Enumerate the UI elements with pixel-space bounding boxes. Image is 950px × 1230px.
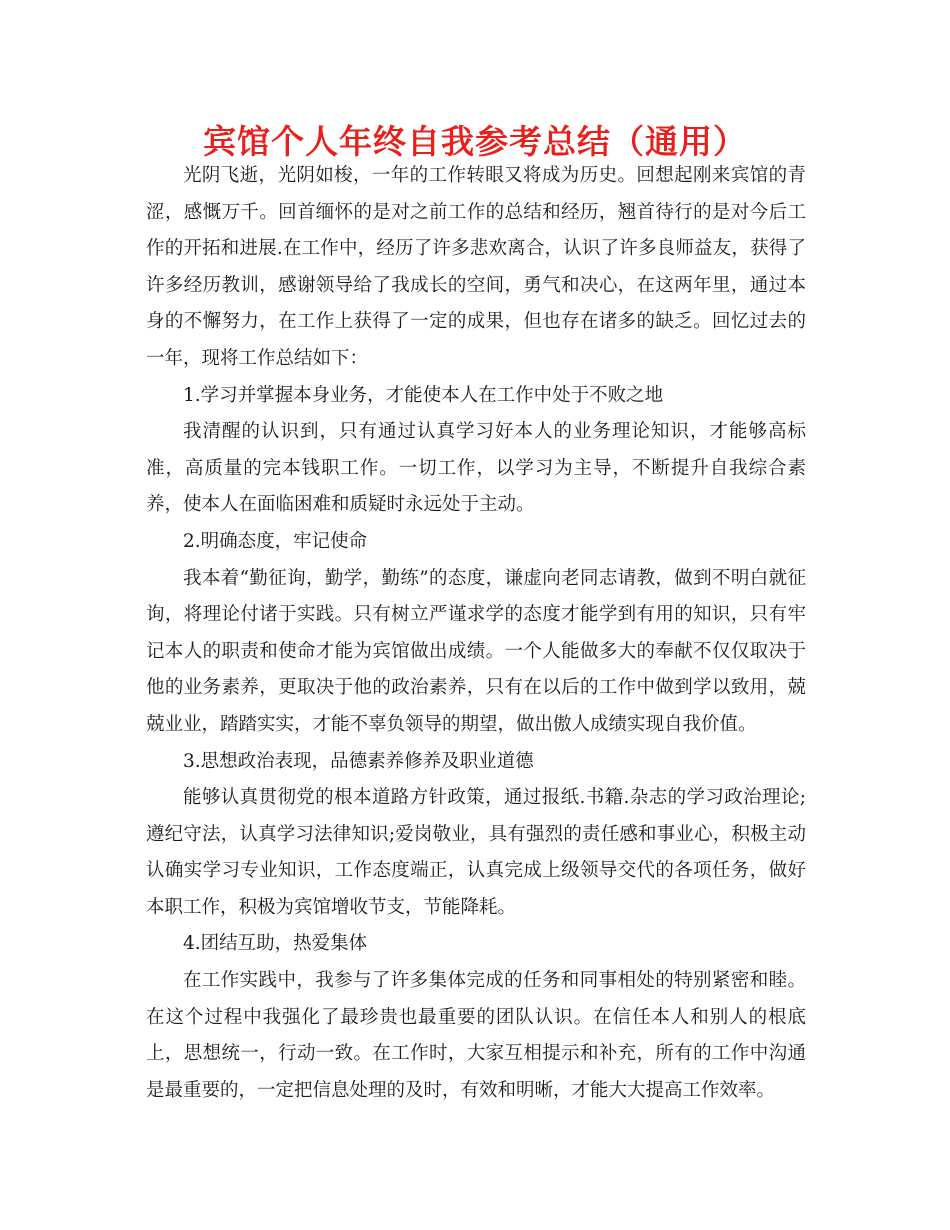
document-title: 宾馆个人年终自我参考总结（通用） [203, 122, 747, 161]
document-body [146, 158, 806, 1109]
paragraph-section-3: 能够认真贯彻党的根本道路方针政策，通过报纸.书籍.杂志的学习政治理论;遵纪守法，认真学习法律知识;爱岗敬业，具有强烈的责任感和事业心，积极主动认确实学习专业知识，工作态度端正，认真完成上级领导交代的各项任务，做好本职工作，积极为宾馆增收节支，节能降耗。 [146, 787, 806, 918]
section-heading-1: 1.学习并掌握本身业务，才能使本人在工作中处于不败之地 [183, 384, 664, 406]
section-heading-4: 4.团结互助，热爱集体 [183, 933, 368, 955]
paragraph-intro: 光阴飞逝，光阴如梭，一年的工作转眼又将成为历史。回想起刚来宾馆的青涩，感慨万千。回首缅怀的是对之前工作的总结和经历，翘首待行的是对今后工作的开拓和进展.在工作中，经历了许多悲欢离合，认识了许多良师益友，获得了许多经历教训，感谢领导给了我成长的空间，勇气和决心，在这两年里，通过本身的不懈努力，在工作上获得了一定的成果，但也存在诸多的缺乏。回忆过去的一年，现将工作总结如下： [146, 165, 806, 369]
section-heading-2: 2.明确态度，牢记使命 [183, 530, 368, 552]
paragraph-section-4: 在工作实践中，我参与了许多集体完成的任务和同事相处的特别紧密和睦。在这个过程中我强化了最珍贵也最重要的团队认识。在信任本人和别人的根底上，思想统一，行动一致。在工作时，大家互相提示和补充，所有的工作中沟通是最重要的，一定把信息处理的及时，有效和明晰，才能大大提高工作效率。 [146, 970, 806, 1101]
paragraph-section-1: 我清醒的认识到，只有通过认真学习好本人的业务理论知识，才能够高标准，高质量的完本钱职工作。一切工作，以学习为主导，不断提升自我综合素养，使本人在面临困难和质疑时永远处于主动。 [146, 421, 806, 516]
paragraph-section-2: 我本着“勤征询，勤学，勤练”的态度，谦虚向老同志请教，做到不明白就征询，将理论付诸于实践。只有树立严谨求学的态度才能学到有用的知识，只有牢记本人的职责和使命才能为宾馆做出成绩。一个人能做多大的奉献不仅仅取决于他的业务素养，更取决于他的政治素养，只有在以后的工作中做到学以致用，兢兢业业，踏踏实实，才能不辜负领导的期望，做出傲人成绩实现自我价值。 [146, 567, 806, 735]
section-heading-3: 3.思想政治表现，品德素养修养及职业道德 [183, 750, 534, 772]
